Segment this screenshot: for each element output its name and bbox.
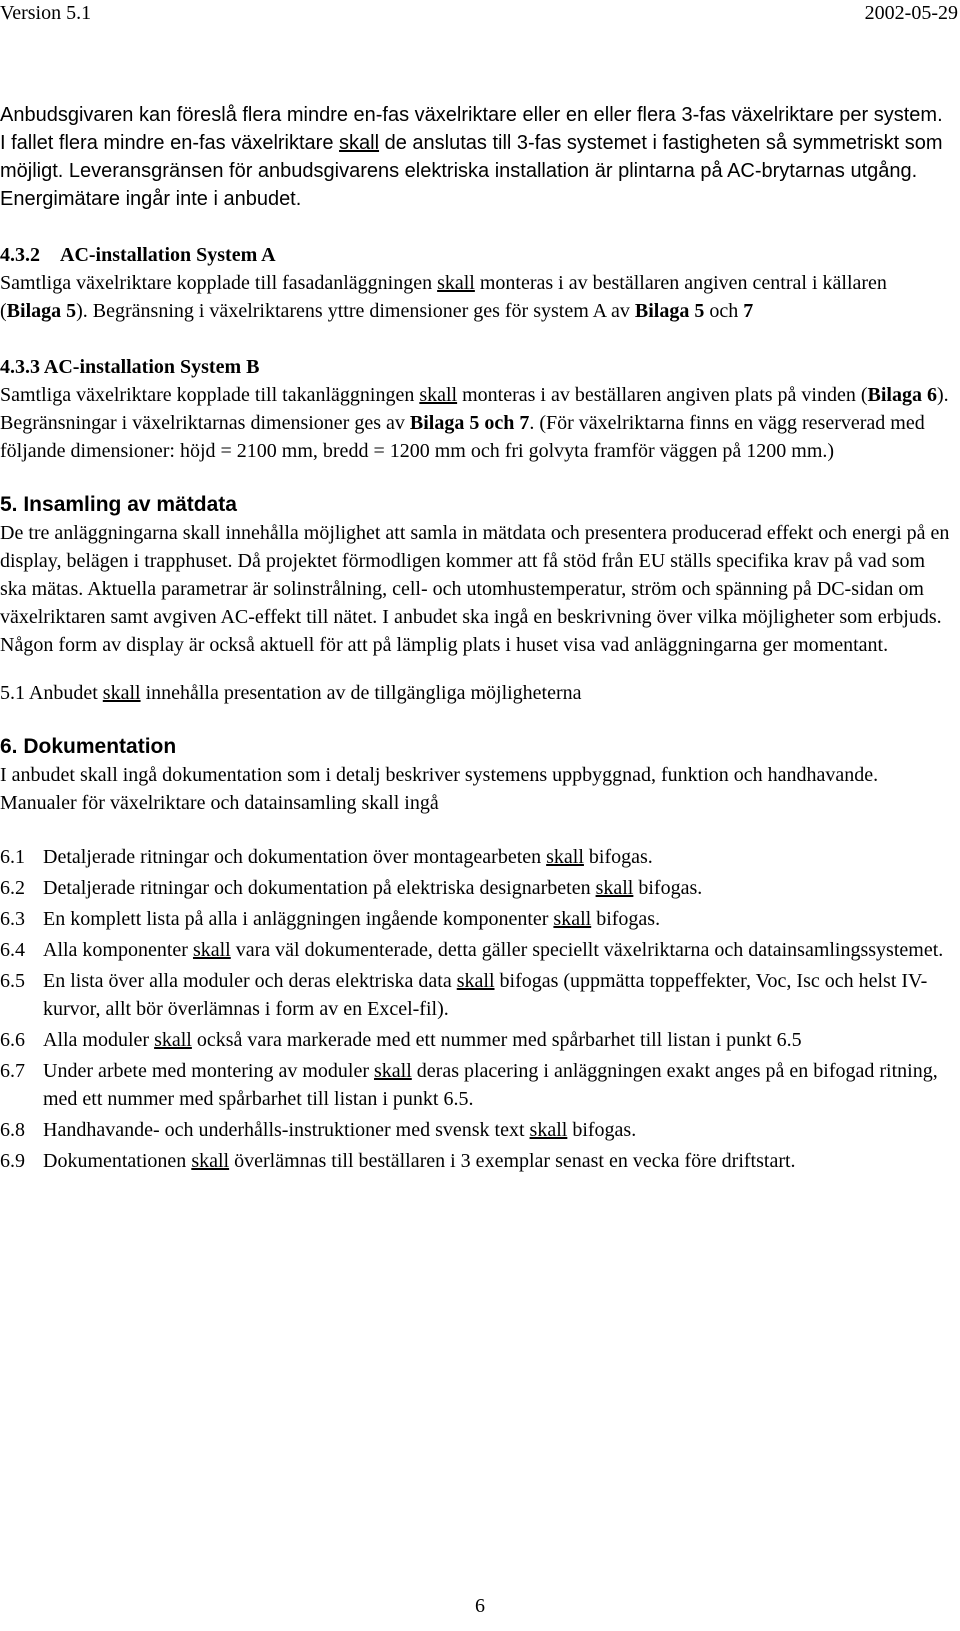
list-item: 6.7 Under arbete med montering av moduler skall deras placering i anläggningen exakt anges på en bifogad ritning, med ett nummer med spårbarhet till listan i punkt 6.5. [0,1060,938,1110]
skall-underlined: skall [339,132,380,154]
section-title-4-3-3: 4.3.3 AC-installation System B [0,356,260,378]
skall-underlined: skall [374,1060,412,1082]
section-4-3-2 [0,241,950,325]
section-6-text: I anbudet skall ingå dokumentation som i detalj beskriver systemens uppbyggnad, funktion och handhavande. Manualer för växelriktare och datainsamling skall ingå [0,764,879,814]
skall-underlined: skall [529,1119,568,1141]
section-title-4-3-2: 4.3.2 AC-installation System A [0,244,276,266]
skall-underlined: skall [191,1150,230,1172]
skall-underlined: skall [154,1029,192,1051]
skall-underlined: skall [419,384,458,406]
section-4-3-3 [0,353,950,465]
list-item: 6.3 En komplett lista på alla i anläggningen ingående komponenter skall bifogas. [0,908,661,930]
version-label: Version 5.1 [0,2,92,24]
list-item: 6.8 Handhavande- och underhålls-instruktioner med svensk text skall bifogas. [0,1119,637,1141]
skall-underlined: skall [553,908,592,930]
section-text-4-3-3: Samtliga växelriktare kopplade till takanläggningen skall monteras i av beställaren angiven plats på vinden (Bilaga 6). Begränsningar i växelriktarnas dimensioner ges av Bilaga 5 och 7. (För växelriktarna finns en vägg reserverad med följande dimensioner: höjd = 2100 mm, bredd = 1200 mm och fri golvyta framför väggen på 1200 mm.) [0,384,949,462]
intro-paragraph: Anbudsgivaren kan föreslå flera mindre en-fas växelriktare eller en eller flera 3-fas växelriktare per system. I fallet flera mindre en-fas växelriktare skall de anslutas till 3-fas systemet i fastigheten så symmetriskt som möjligt. Leveransgränsen för anbudsgivarens elektriska installation är plintarna på AC-brytarnas utgång. Energimätare ingår inte i anbudet. [0,104,943,210]
list-item: 6.2 Detaljerade ritningar och dokumentation på elektriska designarbeten skall bifogas. [0,877,703,899]
list-item: 6.5 En lista över alla moduler och deras elektriska data skall bifogas (uppmätta toppeffekter, Voc, Isc och helst IV-kurvor, allt bör överlämnas i form av en Excel-fil). [0,970,928,1020]
skall-underlined: skall [456,970,495,992]
section-text-4-3-2: Samtliga växelriktare kopplade till fasadanläggningen skall monteras i av beställaren angiven central i källaren (Bilaga 5). Begränsning i växelriktarens yttre dimensioner ges för system A av Bilaga 5 och 7 [0,272,887,322]
heading-section-6: 6. Dokumentation [0,735,177,758]
heading-section-5: 5. Insamling av mätdata [0,493,237,516]
list-item: 6.1 Detaljerade ritningar och dokumentation över montagearbeten skall bifogas. [0,846,653,868]
date-label: 2002-05-29 [864,2,958,24]
documentation-list [0,843,950,1175]
list-item: 6.6 Alla moduler skall också vara markerade med ett nummer med spårbarhet till listan i punkt 6.5 [0,1029,802,1051]
page-number: 6 [475,1595,485,1617]
list-item: 6.9 Dokumentationen skall överlämnas till beställaren i 3 exemplar senast en vecka före driftstart. [0,1150,796,1172]
document-body [0,101,950,1175]
skall-underlined: skall [437,272,475,294]
list-item: 6.4 Alla komponenter skall vara väl dokumenterade, detta gäller speciellt växelriktarna och datainsamlingssystemet. [0,939,944,961]
skall-underlined: skall [192,939,231,961]
section-5-text: De tre anläggningarna skall innehålla möjlighet att samla in mätdata och presentera producerad effekt och energi på en display, belägen i trapphuset. Då projektet förmodligen kommer att få stöd från EU ställs specifika krav på vad som ska mätas. Aktuella parametrar är solinstrålning, cell- och utomhustemperatur, ström och spänning på DC-sidan om växelriktaren samt avgiven AC-effekt till nätet. I anbudet ska ingå en beskrivning över vilka möjligheter som erbjuds. Någon form av display är också aktuell för att på lämplig plats i huset visa vad anläggningarna ger momentant. [0,522,950,656]
page-header [0,0,960,28]
item-5-1: 5.1 Anbudet skall innehålla presentation av de tillgängliga möjligheterna [0,682,582,704]
skall-underlined: skall [595,877,634,899]
skall-underlined: skall [546,846,584,868]
page-footer [0,1593,960,1619]
skall-underlined: skall [102,682,141,704]
